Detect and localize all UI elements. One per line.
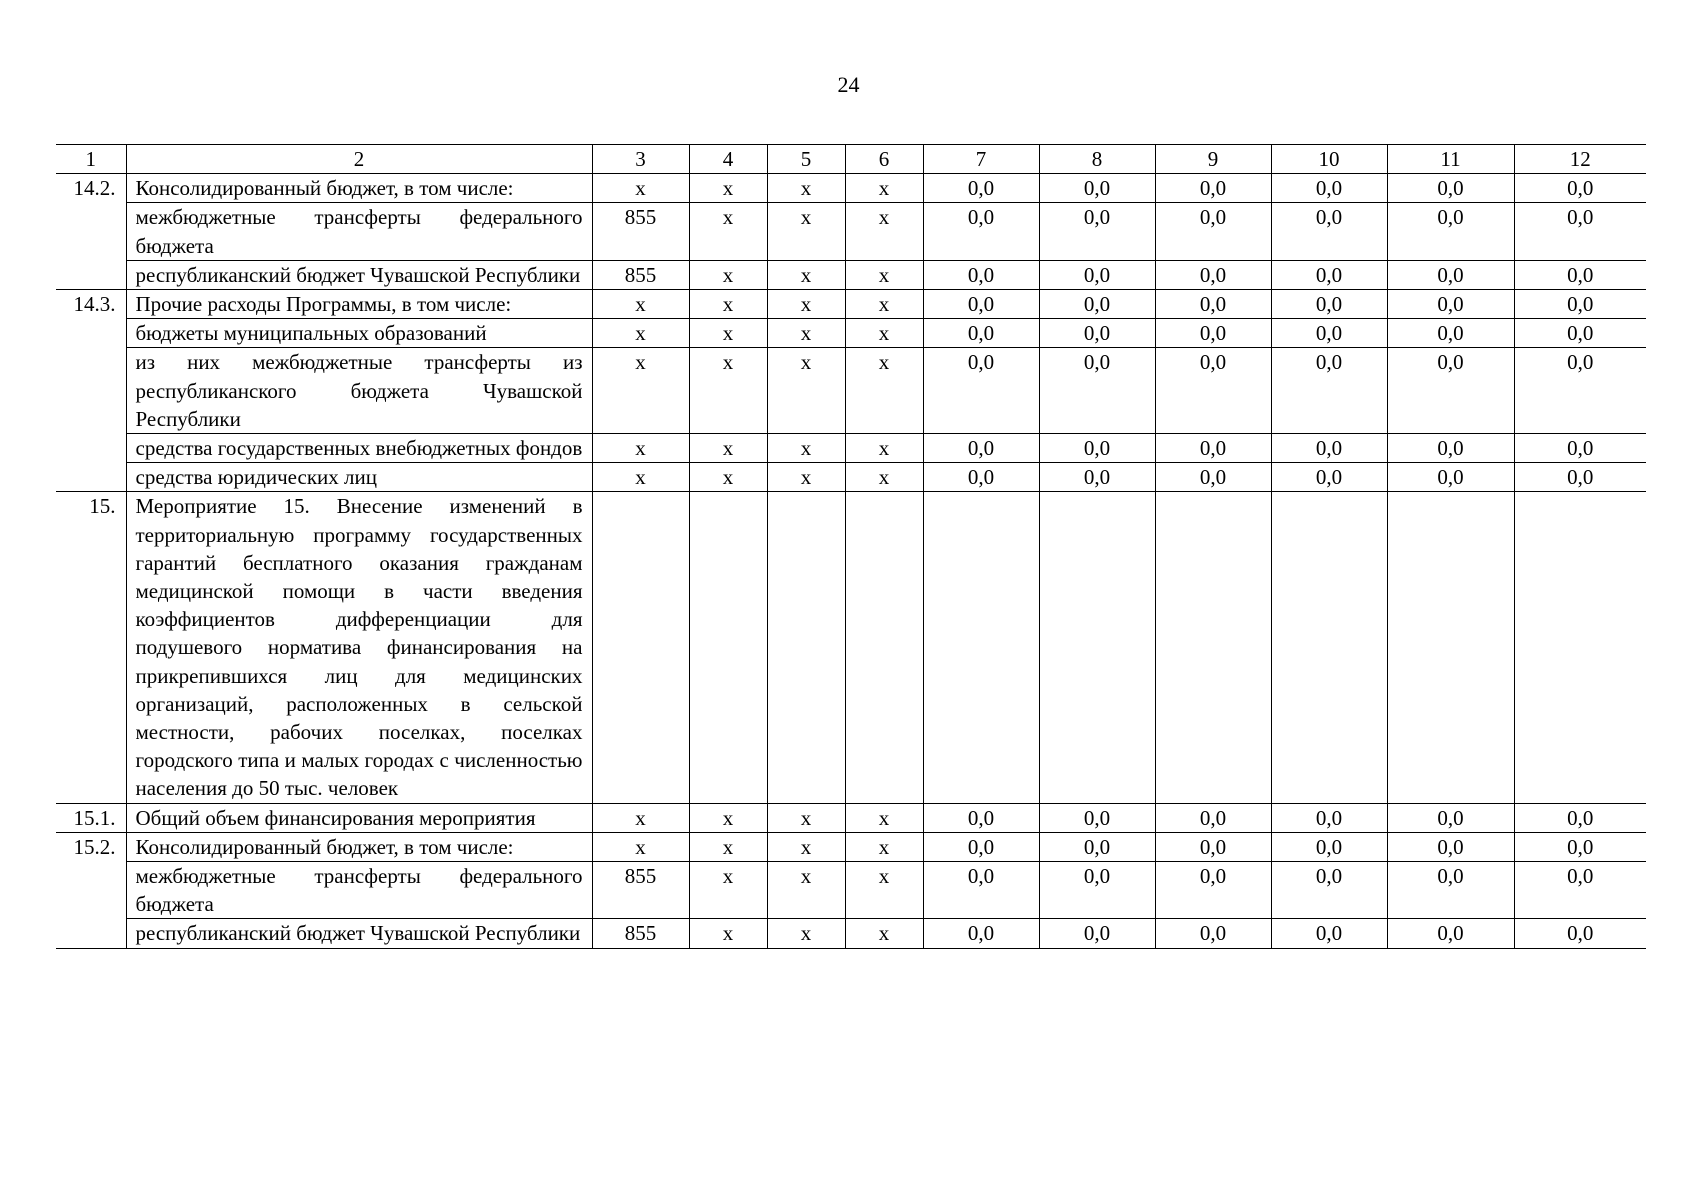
value-cell: 0,0: [1271, 803, 1387, 832]
value-cell: [1155, 492, 1271, 803]
value-cell: 0,0: [1271, 290, 1387, 319]
table-row: [56, 260, 1646, 289]
header-cell: 11: [1387, 145, 1514, 174]
value-cell: 0,0: [1271, 348, 1387, 434]
value-cell: 0,0: [923, 174, 1039, 203]
code-cell: х: [767, 290, 845, 319]
code-cell: х: [845, 260, 923, 289]
code-cell: [845, 492, 923, 803]
value-cell: 0,0: [1039, 862, 1155, 919]
code-cell: х: [767, 463, 845, 492]
value-cell: 0,0: [1039, 174, 1155, 203]
code-cell: х: [845, 862, 923, 919]
value-cell: 0,0: [1514, 174, 1646, 203]
code-cell: х: [845, 290, 923, 319]
code-cell: х: [592, 174, 689, 203]
header-cell: 6: [845, 145, 923, 174]
row-number-cell: 15.2.: [56, 832, 126, 861]
value-cell: 0,0: [1271, 174, 1387, 203]
row-name-cell: средства юридических лиц: [126, 463, 592, 492]
code-cell: х: [767, 174, 845, 203]
value-cell: 0,0: [1387, 919, 1514, 948]
value-cell: 0,0: [1155, 434, 1271, 463]
row-number-cell: 15.1.: [56, 803, 126, 832]
value-cell: 0,0: [923, 203, 1039, 260]
code-cell: х: [845, 463, 923, 492]
row-number-cell: [56, 203, 126, 260]
value-cell: 0,0: [1387, 803, 1514, 832]
row-name-cell: Мероприятие 15. Внесение изменений в территориальную программу государственных гарантий бесплатного оказания гражданам медицинской помощи в части введения коэффициентов дифференциации для подушевого норматива финансирования на прикрепившихся лиц для медицинских организаций, расположенных в сельской местности, рабочих поселках, поселках городского типа и малых городах с численностью населения до 50 тыс. человек: [126, 492, 592, 803]
header-cell: 3: [592, 145, 689, 174]
row-number-cell: [56, 919, 126, 948]
value-cell: 0,0: [1387, 434, 1514, 463]
row-name-cell: межбюджетные трансферты федерального бюджета: [126, 862, 592, 919]
value-cell: 0,0: [1271, 260, 1387, 289]
value-cell: 0,0: [1155, 203, 1271, 260]
budget-table: [56, 144, 1646, 949]
code-cell: х: [845, 919, 923, 948]
header-cell: 8: [1039, 145, 1155, 174]
value-cell: 0,0: [923, 463, 1039, 492]
value-cell: 0,0: [1514, 919, 1646, 948]
header-cell: 5: [767, 145, 845, 174]
code-cell: х: [767, 203, 845, 260]
value-cell: 0,0: [1387, 348, 1514, 434]
code-cell: х: [592, 803, 689, 832]
code-cell: х: [689, 463, 767, 492]
value-cell: 0,0: [923, 803, 1039, 832]
value-cell: 0,0: [1155, 832, 1271, 861]
value-cell: 0,0: [923, 832, 1039, 861]
row-number-cell: 15.: [56, 492, 126, 803]
table-row: [56, 803, 1646, 832]
code-cell: х: [845, 174, 923, 203]
table-row: [56, 319, 1646, 348]
value-cell: 0,0: [923, 919, 1039, 948]
value-cell: 0,0: [1387, 832, 1514, 861]
table-row: [56, 348, 1646, 434]
value-cell: 0,0: [1514, 260, 1646, 289]
code-cell: х: [767, 434, 845, 463]
header-cell: 1: [56, 145, 126, 174]
row-number-cell: [56, 463, 126, 492]
value-cell: 0,0: [1039, 832, 1155, 861]
code-cell: х: [767, 832, 845, 861]
value-cell: 0,0: [1387, 862, 1514, 919]
code-cell: х: [592, 832, 689, 861]
value-cell: [1514, 492, 1646, 803]
value-cell: 0,0: [1514, 832, 1646, 861]
value-cell: 0,0: [923, 348, 1039, 434]
value-cell: 0,0: [1039, 919, 1155, 948]
row-name-cell: бюджеты муниципальных образований: [126, 319, 592, 348]
value-cell: 0,0: [923, 319, 1039, 348]
code-cell: х: [592, 319, 689, 348]
row-name-cell: Прочие расходы Программы, в том числе:: [126, 290, 592, 319]
code-cell: х: [767, 919, 845, 948]
header-cell: 9: [1155, 145, 1271, 174]
value-cell: 0,0: [1514, 348, 1646, 434]
code-cell: х: [767, 348, 845, 434]
value-cell: 0,0: [1039, 463, 1155, 492]
row-name-cell: Консолидированный бюджет, в том числе:: [126, 174, 592, 203]
value-cell: 0,0: [1514, 319, 1646, 348]
header-row: [56, 145, 1646, 174]
header-cell: 7: [923, 145, 1039, 174]
value-cell: 0,0: [1155, 319, 1271, 348]
code-cell: [767, 492, 845, 803]
value-cell: 0,0: [1387, 174, 1514, 203]
value-cell: 0,0: [1514, 862, 1646, 919]
value-cell: 0,0: [1271, 203, 1387, 260]
code-cell: х: [845, 803, 923, 832]
value-cell: 0,0: [1271, 319, 1387, 348]
value-cell: [1271, 492, 1387, 803]
row-number-cell: [56, 434, 126, 463]
table-row: [56, 919, 1646, 948]
code-cell: х: [592, 348, 689, 434]
value-cell: 0,0: [1514, 463, 1646, 492]
row-number-cell: [56, 260, 126, 289]
value-cell: 0,0: [1155, 260, 1271, 289]
code-cell: х: [689, 203, 767, 260]
header-cell: 4: [689, 145, 767, 174]
row-name-cell: средства государственных внебюджетных фондов: [126, 434, 592, 463]
code-cell: х: [845, 203, 923, 260]
value-cell: 0,0: [923, 434, 1039, 463]
value-cell: 0,0: [1514, 803, 1646, 832]
row-name-cell: республиканский бюджет Чувашской Республики: [126, 919, 592, 948]
code-cell: х: [767, 319, 845, 348]
row-number-cell: [56, 348, 126, 434]
row-name-cell: межбюджетные трансферты федерального бюджета: [126, 203, 592, 260]
page-number: 24: [837, 72, 860, 97]
value-cell: 0,0: [1155, 862, 1271, 919]
value-cell: 0,0: [1039, 203, 1155, 260]
code-cell: 855: [592, 919, 689, 948]
value-cell: 0,0: [1514, 434, 1646, 463]
value-cell: 0,0: [1155, 803, 1271, 832]
header-cell: 2: [126, 145, 592, 174]
code-cell: [592, 492, 689, 803]
code-cell: х: [845, 348, 923, 434]
code-cell: х: [592, 434, 689, 463]
table-row: [56, 203, 1646, 260]
value-cell: [1039, 492, 1155, 803]
code-cell: х: [689, 803, 767, 832]
value-cell: 0,0: [923, 290, 1039, 319]
table-body: [56, 145, 1646, 949]
value-cell: 0,0: [1387, 319, 1514, 348]
table-row: [56, 862, 1646, 919]
value-cell: 0,0: [1514, 290, 1646, 319]
value-cell: 0,0: [923, 862, 1039, 919]
value-cell: 0,0: [1155, 348, 1271, 434]
header-cell: 12: [1514, 145, 1646, 174]
row-name-cell: Консолидированный бюджет, в том числе:: [126, 832, 592, 861]
table-row: [56, 174, 1646, 203]
code-cell: х: [689, 832, 767, 861]
value-cell: 0,0: [1039, 434, 1155, 463]
value-cell: 0,0: [1271, 434, 1387, 463]
code-cell: х: [767, 862, 845, 919]
value-cell: [923, 492, 1039, 803]
code-cell: х: [592, 290, 689, 319]
value-cell: 0,0: [1387, 290, 1514, 319]
value-cell: 0,0: [1387, 463, 1514, 492]
row-number-cell: [56, 862, 126, 919]
value-cell: 0,0: [1271, 862, 1387, 919]
table-row: [56, 492, 1646, 803]
value-cell: 0,0: [1155, 174, 1271, 203]
code-cell: х: [689, 348, 767, 434]
code-cell: х: [592, 463, 689, 492]
code-cell: [689, 492, 767, 803]
row-name-cell: из них межбюджетные трансферты из республиканского бюджета Чувашской Республики: [126, 348, 592, 434]
table-row: [56, 434, 1646, 463]
row-name-cell: республиканский бюджет Чувашской Республики: [126, 260, 592, 289]
code-cell: х: [689, 862, 767, 919]
value-cell: 0,0: [1387, 203, 1514, 260]
value-cell: 0,0: [1271, 919, 1387, 948]
value-cell: 0,0: [1039, 348, 1155, 434]
value-cell: 0,0: [1039, 803, 1155, 832]
code-cell: х: [767, 260, 845, 289]
row-number-cell: 14.3.: [56, 290, 126, 319]
code-cell: 855: [592, 862, 689, 919]
code-cell: х: [689, 319, 767, 348]
code-cell: 855: [592, 203, 689, 260]
code-cell: х: [845, 434, 923, 463]
value-cell: 0,0: [1039, 260, 1155, 289]
value-cell: 0,0: [1155, 290, 1271, 319]
code-cell: х: [845, 319, 923, 348]
table-row: [56, 463, 1646, 492]
row-number-cell: 14.2.: [56, 174, 126, 203]
value-cell: 0,0: [1514, 203, 1646, 260]
value-cell: 0,0: [1039, 319, 1155, 348]
value-cell: 0,0: [1387, 260, 1514, 289]
code-cell: х: [689, 290, 767, 319]
code-cell: х: [689, 260, 767, 289]
value-cell: 0,0: [1271, 832, 1387, 861]
row-name-cell: Общий объем финансирования мероприятия: [126, 803, 592, 832]
table-row: [56, 290, 1646, 319]
value-cell: 0,0: [1271, 463, 1387, 492]
value-cell: 0,0: [923, 260, 1039, 289]
value-cell: 0,0: [1155, 919, 1271, 948]
value-cell: 0,0: [1039, 290, 1155, 319]
value-cell: [1387, 492, 1514, 803]
code-cell: х: [689, 434, 767, 463]
code-cell: х: [689, 174, 767, 203]
code-cell: 855: [592, 260, 689, 289]
code-cell: х: [689, 919, 767, 948]
value-cell: 0,0: [1155, 463, 1271, 492]
table-row: [56, 832, 1646, 861]
code-cell: х: [845, 832, 923, 861]
code-cell: х: [767, 803, 845, 832]
row-number-cell: [56, 319, 126, 348]
header-cell: 10: [1271, 145, 1387, 174]
